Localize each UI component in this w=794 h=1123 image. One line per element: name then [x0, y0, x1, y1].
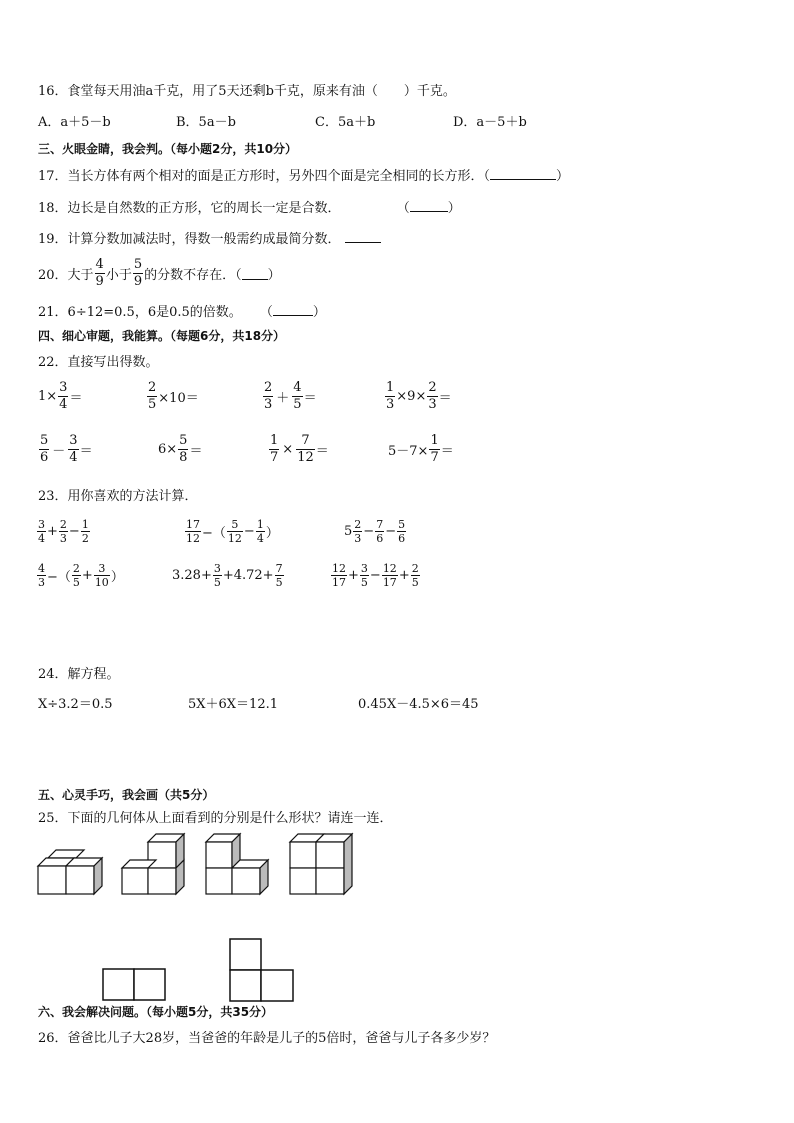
q22-e2-fraction: $\frac{2}{5}$ [148, 380, 157, 412]
q18-open: （ [396, 201, 410, 216]
q23-expr-2 [184, 518, 279, 545]
q23-expr-3 [344, 518, 407, 545]
q19 [38, 230, 381, 248]
q22-e5-fraction-1: $\frac{5}{6}$ [40, 433, 49, 465]
cube-face-left [206, 868, 232, 894]
q18-close: ） [447, 201, 461, 216]
q22-e3-equals: ＝ [303, 391, 317, 406]
cube-face-bottom-left [290, 868, 316, 894]
q19-text: 19．计算分数加减法时，得数一般需约成最简分数． [38, 232, 341, 247]
q22-e1-fraction: $\frac{3}{4}$ [59, 380, 68, 412]
q22-e6-lead: 6× [158, 442, 178, 457]
view-square-right [134, 969, 165, 1000]
view-square-top [230, 939, 261, 970]
q17-text: 17．当长方体有两个相对的面是正方形时，另外四个面是完全相同的长方形．（ [38, 169, 491, 184]
q23-e2-fraction-2: $\frac{5}{12}$ [227, 518, 242, 545]
section-3-title: 三、火眼金睛，我会判。（每小题2分，共10分） [38, 142, 298, 156]
q22-e4-fraction-2: $\frac{2}{3}$ [428, 380, 437, 412]
q21-text: 21．6÷12=0.5，6是0.5的倍数。 [38, 305, 242, 320]
q21-close: ） [312, 305, 326, 320]
q22-title: 22．直接写出得数。 [38, 355, 159, 370]
q19-answer-blank[interactable] [345, 230, 381, 243]
cube-face-right [232, 868, 260, 894]
q22-e6-equals: ＝ [189, 444, 203, 459]
q24-equation-1: X÷3.2＝0.5 [38, 697, 113, 712]
view-square-left [103, 969, 134, 1000]
q23-e4-fraction-2: $\frac{2}{5}$ [72, 562, 80, 589]
q20-fraction-2: $\frac{5}{9}$ [133, 257, 143, 289]
q23-e1-fraction-2: $\frac{2}{3}$ [59, 518, 67, 545]
cube-face-top-right [316, 842, 344, 868]
q20-pre: 20．大于 [38, 268, 94, 283]
q22-e7-equals: ＝ [315, 444, 329, 459]
q23-e6-op-3: + [398, 568, 410, 583]
q23-e3-fraction-1: $\frac{2}{3}$ [354, 518, 362, 545]
q26-text: 26．爸爸比儿子大28岁，当爸爸的年龄是儿子的5倍时，爸爸与儿子各多少岁？ [38, 1031, 496, 1046]
q23-expr-4 [36, 562, 124, 589]
q23-e1-op-1: + [47, 524, 58, 539]
q23-e2-op-1: −（ [202, 526, 226, 541]
q23-expr-6 [330, 562, 421, 589]
q25-top-view-2[interactable] [229, 938, 295, 1002]
q22-e5-equals: ＝ [79, 444, 93, 459]
section-6-title: 六、我会解决问题。（每小题5分，共35分） [38, 1005, 274, 1019]
cube-face-right [66, 866, 94, 894]
q18 [38, 199, 461, 217]
q24-equation-2: 5X＋6X＝12.1 [188, 697, 278, 712]
q17 [38, 167, 569, 185]
q23-e6-fraction-3: $\frac{12}{17}$ [382, 562, 397, 589]
q21-answer-blank[interactable] [273, 303, 313, 316]
view-square-bottom-right [261, 970, 293, 1001]
q25-text: 25．下面的几何体从上面看到的分别是什么形状？请连一连． [38, 811, 393, 826]
q20-post: 的分数不存在．（ [144, 268, 242, 283]
q17-answer-blank[interactable] [490, 167, 556, 180]
q23-e4-fraction-1: $\frac{4}{3}$ [38, 562, 45, 589]
q25-solid-3[interactable] [206, 834, 270, 896]
q22-expr-2 [146, 380, 199, 413]
q22-expr-6 [158, 433, 202, 466]
q20-mid: 小于 [105, 268, 132, 283]
q22-expr-7 [268, 433, 329, 466]
q18-text: 18．边长是自然数的正方形，它的周长一定是合数． [38, 201, 341, 216]
cube-face-bottom-right [316, 868, 344, 894]
q22-expr-4 [384, 380, 452, 413]
q22-e6-fraction: $\frac{5}{8}$ [179, 433, 188, 465]
q23-title: 23．用你喜欢的方法计算． [38, 489, 198, 504]
q20-close: ） [267, 268, 281, 283]
q22-e8-fraction: $\frac{1}{7}$ [430, 433, 439, 465]
q25-solid-4[interactable] [290, 834, 354, 896]
q22-e8-equals: ＝ [440, 444, 454, 459]
q24-equation-3: 0.45X－4.5×6＝45 [358, 697, 479, 712]
q22-e7-fraction-2: $\frac{7}{12}$ [297, 433, 314, 465]
q25-solid-2[interactable] [122, 834, 186, 896]
q22-e7-fraction-1: $\frac{1}{7}$ [270, 433, 279, 465]
q23-e6-fraction-2: $\frac{3}{5}$ [360, 562, 368, 589]
q23-e6-op-1: + [348, 568, 359, 583]
q22-e8-lead: 5－7× [388, 444, 429, 459]
q23-expr-1 [36, 518, 91, 545]
q23-e2-fraction-1: $\frac{17}{12}$ [186, 518, 200, 545]
section-4-title: 四、细心审题，我能算。（每题6分，共18分） [38, 329, 286, 343]
q20 [38, 257, 281, 290]
q23-e4-op-1: −（ [47, 570, 71, 585]
q21-open: （ [259, 305, 273, 320]
q23-e1-fraction-3: $\frac{1}{2}$ [81, 518, 89, 545]
q23-e5-fraction-2: $\frac{7}{5}$ [275, 562, 283, 589]
q22-e7-op: × [282, 442, 294, 457]
q22-e3-fraction-2: $\frac{4}{5}$ [293, 380, 302, 412]
view-square-bottom-left [230, 970, 261, 1001]
q23-e3-fraction-3: $\frac{5}{6}$ [398, 518, 406, 545]
q23-e5-mid: +4.72+ [222, 568, 274, 583]
q23-e3-op-1: − [363, 524, 375, 539]
q23-e2-fraction-3: $\frac{1}{4}$ [256, 518, 264, 545]
q22-e5-op: － [52, 444, 66, 459]
q23-e3-op-2: − [385, 524, 397, 539]
q22-expr-3 [262, 380, 317, 413]
q23-e3-fraction-2: $\frac{7}{6}$ [376, 518, 384, 545]
q23-e1-op-2: − [68, 524, 80, 539]
q22-e2-tail: ×10＝ [158, 391, 199, 406]
q25-solid-1[interactable] [36, 850, 102, 896]
q16-option-d: D．a－5＋b [453, 115, 527, 130]
q25-top-view-1[interactable] [102, 968, 166, 1002]
q23-e2-op-2: − [243, 524, 255, 539]
q22-e3-op: ＋ [276, 391, 290, 406]
q23-e4-op-2: + [81, 568, 93, 583]
q22-expr-5 [38, 433, 93, 466]
q23-e5-fraction-1: $\frac{3}{5}$ [213, 562, 221, 589]
q22-expr-8 [388, 433, 454, 466]
cube-top-back [48, 850, 84, 858]
q23-e6-fraction-4: $\frac{2}{5}$ [411, 562, 419, 589]
q20-answer-blank[interactable] [242, 267, 268, 280]
q18-answer-blank[interactable] [410, 199, 448, 212]
cube-side [344, 834, 352, 894]
cube-face-top-left [290, 842, 316, 868]
q17-close: ） [556, 169, 570, 184]
q23-e6-fraction-1: $\frac{12}{17}$ [332, 562, 346, 589]
q21 [38, 303, 326, 321]
q24-title: 24．解方程。 [38, 667, 120, 682]
section-5-title: 五、心灵手巧，我会画（共5分） [38, 788, 215, 802]
q20-fraction-1: $\frac{4}{9}$ [95, 257, 104, 289]
cube-face-left [38, 866, 66, 894]
q16-option-b: B．5a－b [176, 115, 236, 130]
q23-e4-close: ） [110, 570, 124, 585]
q22-e3-fraction-1: $\frac{2}{3}$ [264, 380, 273, 412]
q22-e1-lead: 1× [38, 389, 58, 404]
q16-text: 16．食堂每天用油a千克，用了5天还剩b千克，原来有油（ ）千克。 [38, 84, 456, 99]
cube-face-left [122, 868, 148, 894]
q23-e5-lead: 3.28+ [172, 568, 212, 583]
q23-e6-op-2: − [369, 568, 381, 583]
q22-expr-1 [38, 380, 82, 413]
cube-face-right [148, 868, 176, 894]
q22-e1-equals: ＝ [69, 391, 83, 406]
q16-option-a: A．a＋5－b [38, 115, 111, 130]
q23-e4-fraction-3: $\frac{3}{10}$ [94, 562, 109, 589]
q22-e4-fraction-1: $\frac{1}{3}$ [386, 380, 395, 412]
q23-e1-fraction-1: $\frac{3}{4}$ [38, 518, 45, 545]
q22-e4-equals: ＝ [438, 391, 452, 406]
q23-expr-5 [172, 562, 285, 589]
cube-face-upper [206, 842, 232, 868]
q22-e5-fraction-2: $\frac{3}{4}$ [69, 433, 78, 465]
q23-e2-close: ） [265, 526, 279, 541]
q16-option-c: C．5a＋b [315, 115, 376, 130]
q23-e3-whole: 5 [344, 524, 353, 539]
q22-e4-mid: ×9× [396, 389, 427, 404]
